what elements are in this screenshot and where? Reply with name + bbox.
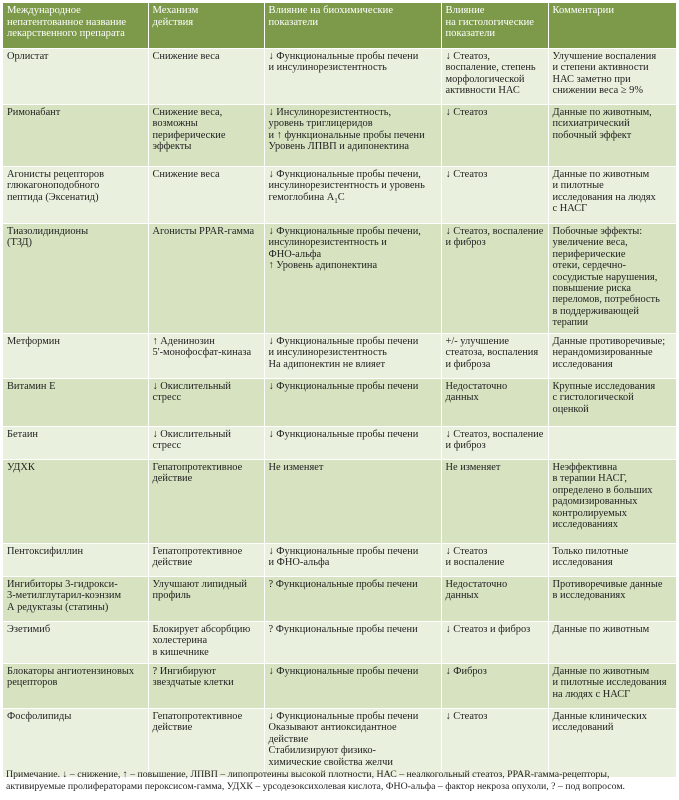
mechanism-cell — [148, 427, 264, 460]
cell-line: Ингибиторы 3-гидрокси- — [7, 579, 118, 590]
cell-line: ↓ Фиброз — [445, 666, 487, 677]
cell-line: Улучшение воспаления — [552, 51, 657, 62]
biochemical-effect-cell — [264, 622, 441, 664]
header-line: Влияние — [445, 5, 485, 16]
mechanism-cell — [148, 105, 264, 167]
comments-cell — [548, 577, 676, 622]
table-header-row — [3, 3, 676, 49]
mechanism-cell — [148, 167, 264, 224]
cell-line: ↓ Функциональные пробы печени — [268, 381, 419, 392]
cell-line: активности НАС — [445, 85, 520, 97]
cell-line: Оказывают антиоксидантное — [268, 722, 397, 734]
biochemical-effect-cell — [264, 224, 441, 334]
cell-line: в терапии НАСГ, — [552, 473, 627, 485]
cell-line: 3-метилглутарил-коэнзим — [7, 590, 122, 602]
biochemical-effect-cell — [264, 664, 441, 709]
table-row — [3, 334, 676, 379]
drug-name-cell — [3, 105, 148, 167]
cell-line: определено в больших — [552, 484, 653, 496]
mechanism-cell — [148, 664, 264, 709]
cell-line: отеки, сердечно- — [552, 260, 627, 272]
drug-comparison-table — [3, 3, 676, 777]
cell-line: данных — [445, 392, 479, 404]
cell-line: ↓ Стеатоз — [445, 546, 488, 557]
cell-line: глюкагоноподобного — [7, 180, 100, 192]
cell-line: ↓ Функциональные пробы печени — [268, 546, 419, 557]
cell-line: ↓ Стеатоз — [445, 169, 488, 180]
cell-line: и фиброза — [445, 358, 491, 370]
cell-line: периферические — [552, 248, 626, 260]
header-histological-effect — [441, 3, 548, 49]
cell-line: +/- улучшение — [445, 336, 509, 347]
comments-cell — [548, 224, 676, 334]
comments-cell — [548, 709, 676, 777]
cell-line: ↓ Стеатоз, — [445, 51, 491, 62]
cell-line: УДХК — [7, 462, 35, 473]
cell-line: контролируемых — [552, 507, 627, 519]
cell-line: Данные клинических — [552, 711, 647, 722]
histological-effect-cell — [441, 427, 548, 460]
cell-line: и пилотные — [552, 180, 604, 192]
cell-line: ↓ Стеатоз, воспаление — [445, 429, 544, 440]
cell-line: с гистологической — [552, 392, 634, 404]
cell-line: Бетаин — [7, 429, 38, 440]
cell-line: снижении веса ≥ 9% — [552, 85, 643, 97]
table-row — [3, 664, 676, 709]
cell-line: и ФНО-альфа — [268, 557, 330, 569]
biochemical-effect-cell — [264, 167, 441, 224]
cell-line: Данные по животным — [552, 666, 650, 677]
drug-name-cell — [3, 664, 148, 709]
cell-line: и фиброз — [445, 237, 486, 249]
drug-name-cell — [3, 379, 148, 427]
cell-line: Агонисты PPAR-гамма — [152, 226, 255, 237]
cell-line: исследованиях — [552, 519, 618, 531]
histological-effect-cell — [441, 577, 548, 622]
mechanism-cell — [148, 577, 264, 622]
cell-line: повышение риска — [552, 283, 631, 295]
histological-effect-cell — [441, 664, 548, 709]
cell-line: ↑ Уровень адипонектина — [268, 260, 378, 272]
cell-line: стеатоза, воспаления — [445, 347, 539, 359]
cell-line: инсулинорезистентность и уровень — [268, 180, 425, 192]
cell-line: НАС заметно при — [552, 73, 631, 85]
cell-line: гемоглобина $A_1C$ — [268, 191, 345, 205]
biochemical-effect-cell — [264, 460, 441, 544]
cell-line: ↓ Функциональные пробы печени, — [268, 226, 421, 237]
table-row — [3, 460, 676, 544]
header-line: лекарственного препарата — [7, 28, 125, 39]
header-mechanism — [148, 3, 264, 49]
cell-line: исследований — [552, 722, 614, 734]
header-line: Международное — [7, 5, 81, 16]
cell-line: холестерина — [152, 635, 208, 647]
histological-effect-cell — [441, 544, 548, 577]
cell-line: ФНО-альфа — [268, 248, 322, 260]
cell-line: ↓ Инсулинорезистентность, — [268, 107, 392, 118]
cell-line: Данные противоречивые; — [552, 336, 666, 347]
cell-line: морфологической — [445, 73, 525, 85]
table-row — [3, 167, 676, 224]
cell-line: ↓ Стеатоз, воспаление — [445, 226, 544, 237]
table-row — [3, 709, 676, 777]
cell-line: ↓ Окислительный — [152, 381, 231, 392]
header-drug-name — [3, 3, 148, 49]
cell-line: данных — [445, 590, 479, 602]
cell-line: действие — [152, 557, 193, 569]
cell-line: Блокирует абсорбцию — [152, 624, 251, 635]
biochemical-effect-cell — [264, 427, 441, 460]
mechanism-cell — [148, 49, 264, 105]
cell-line: с НАСГ — [552, 203, 588, 215]
cell-line: На адипонектин не влияет — [268, 358, 385, 370]
cell-line: ↓ Окислительный — [152, 429, 231, 440]
comments-cell — [548, 427, 676, 460]
comments-cell — [548, 460, 676, 544]
comments-cell — [548, 664, 676, 709]
comments-cell — [548, 379, 676, 427]
cell-line: исследования — [552, 358, 613, 370]
cell-line: Агонисты рецепторов — [7, 169, 104, 180]
cell-line: Снижение веса — [152, 169, 220, 180]
cell-line: Римонабант — [7, 107, 61, 118]
cell-line: Неэффективна — [552, 462, 618, 473]
histological-effect-cell — [441, 334, 548, 379]
cell-line: Гепатопротективное — [152, 711, 243, 722]
cell-line: Крупные исследования — [552, 381, 656, 392]
cell-line: ↑ Аденинозин — [152, 336, 215, 347]
cell-line: ↓ Функциональные пробы печени — [268, 51, 419, 62]
drug-name-cell — [3, 709, 148, 777]
biochemical-effect-cell — [264, 544, 441, 577]
cell-line: ↓ Функциональные пробы печени — [268, 666, 419, 677]
cell-line: эффекты — [152, 141, 192, 153]
cell-line: действие — [268, 733, 309, 745]
cell-line: Не изменяет — [445, 462, 501, 473]
cell-line: А редуктазы (статины) — [7, 601, 109, 613]
cell-line: Данные по животным — [552, 624, 650, 635]
header-line: действия — [152, 16, 194, 28]
cell-line: ↓ Стеатоз и фиброз — [445, 624, 531, 635]
cell-line: в кишечнике — [152, 646, 209, 658]
cell-line: в поддерживающей — [552, 305, 639, 317]
cell-line: Фосфолипиды — [7, 711, 72, 722]
cell-line: ↓ Функциональные пробы печени — [268, 429, 419, 440]
cell-line: терапии — [552, 317, 589, 329]
cell-line: Витамин Е — [7, 381, 56, 392]
mechanism-cell — [148, 622, 264, 664]
comments-cell — [548, 544, 676, 577]
histological-effect-cell — [441, 460, 548, 544]
mechanism-cell — [148, 460, 264, 544]
cell-line: и ↑ функциональные пробы печени — [268, 129, 425, 141]
header-line: на гистологические — [445, 16, 534, 28]
cell-line: Недостаточно — [445, 579, 508, 590]
cell-line: Улучшают липидный — [152, 579, 247, 590]
header-line: непатентованное название — [7, 16, 127, 28]
comments-cell — [548, 49, 676, 105]
cell-line: Не изменяет — [268, 462, 324, 473]
header-line: Комментарии — [552, 5, 615, 16]
cell-line: радомизированных — [552, 496, 638, 508]
footnote-line: активируемые пролифераторами пероксисом-гамма, УДХК – урсодезоксихолевая кислота, ФНО-альфа – фактор некроза опухоли, ? – под вопросом. — [6, 781, 626, 792]
table-row — [3, 105, 676, 167]
cell-line: исследования на людях — [552, 191, 656, 203]
drug-name-cell — [3, 49, 148, 105]
cell-line: Уровень ЛПВП и адипонектина — [268, 141, 410, 153]
cell-line: Противоречивые данные — [552, 579, 663, 590]
biochemical-effect-cell — [264, 334, 441, 379]
cell-line: рецепторов — [7, 677, 58, 689]
cell-line: ↓ Функциональные пробы печени, — [268, 169, 421, 180]
table-row — [3, 577, 676, 622]
histological-effect-cell — [441, 709, 548, 777]
cell-line: ↓ Функциональные пробы печени — [268, 336, 419, 347]
cell-line: оценкой — [552, 403, 589, 415]
cell-line: в исследованиях — [552, 590, 626, 602]
cell-line: Тиазолидиндионы — [7, 226, 89, 237]
comments-cell — [548, 334, 676, 379]
cell-line: Недостаточно — [445, 381, 508, 392]
header-line: Влияние на биохимические — [268, 5, 394, 16]
biochemical-effect-cell — [264, 49, 441, 105]
biochemical-effect-cell — [264, 577, 441, 622]
cell-line: (ТЗД) — [7, 237, 32, 249]
cell-line: Гепатопротективное — [152, 546, 243, 557]
cell-line: увеличение веса, — [552, 237, 628, 249]
biochemical-effect-cell — [264, 379, 441, 427]
cell-line: инсулинорезистентность и — [268, 237, 387, 249]
table-row — [3, 427, 676, 460]
biochemical-effect-cell — [264, 105, 441, 167]
drug-name-cell — [3, 544, 148, 577]
cell-line: и фиброз — [445, 440, 486, 452]
mechanism-cell — [148, 379, 264, 427]
mechanism-cell — [148, 224, 264, 334]
drug-name-cell — [3, 427, 148, 460]
cell-line: Пентоксифиллин — [7, 546, 84, 557]
footnote-line: Примечание. ↓ – снижение, ↑ – повышение, ЛПВП – липопротеины высокой плотности, НАС – неалкогольный стеатоз, PPAR-гамма-рецепторы, — [6, 769, 610, 780]
cell-line: ? Функциональные пробы печени — [268, 579, 418, 590]
cell-line: исследования — [552, 557, 613, 569]
table-row — [3, 379, 676, 427]
mechanism-cell — [148, 709, 264, 777]
cell-line: действие — [152, 722, 193, 734]
header-line: Механизм — [152, 5, 199, 16]
cell-line: ↓ Функциональные пробы печени — [268, 711, 419, 722]
table-footnote — [6, 769, 674, 793]
cell-line: стресс — [152, 392, 182, 404]
cell-line: сосудистые нарушения, — [552, 271, 658, 283]
drug-name-cell — [3, 577, 148, 622]
cell-line: пептида (Эксенатид) — [7, 191, 99, 203]
cell-line: ↓ Стеатоз — [445, 711, 488, 722]
cell-line: и инсулинорезистентность — [268, 347, 387, 359]
cell-line: периферические — [152, 129, 226, 141]
cell-line: профиль — [152, 590, 191, 602]
cell-line: 5'-монофосфат-киназа — [152, 347, 252, 359]
cell-line: ? Ингибируют — [152, 666, 216, 677]
cell-line: ↓ Стеатоз — [445, 107, 488, 118]
cell-line: стресс — [152, 440, 182, 452]
header-comments — [548, 3, 676, 49]
cell-line: Орлистат — [7, 51, 49, 62]
cell-line: и пилотные исследования — [552, 677, 667, 689]
mechanism-cell — [148, 334, 264, 379]
cell-line: Снижение веса, — [152, 107, 223, 118]
cell-line: Побочные эффекты: — [552, 226, 643, 237]
cell-line: звездчатые клетки — [152, 677, 234, 689]
header-biochemical-effect — [264, 3, 441, 49]
header-line: показатели — [268, 16, 319, 28]
cell-line: Снижение веса — [152, 51, 220, 62]
comments-cell — [548, 167, 676, 224]
cell-line: на людях с НАСГ — [552, 688, 631, 700]
cell-line: действие — [152, 473, 193, 485]
header-line: показатели — [445, 28, 496, 39]
histological-effect-cell — [441, 224, 548, 334]
histological-effect-cell — [441, 105, 548, 167]
drug-name-cell — [3, 167, 148, 224]
drug-name-cell — [3, 224, 148, 334]
table-row — [3, 224, 676, 334]
cell-line: и воспаление — [445, 557, 505, 569]
cell-line: химические свойства желчи — [268, 756, 393, 768]
cell-line: ? Функциональные пробы печени — [268, 624, 418, 635]
drug-name-cell — [3, 622, 148, 664]
cell-line: Эзетимиб — [7, 624, 51, 635]
cell-line: и инсулинорезистентность — [268, 62, 387, 74]
cell-line: возможны — [152, 118, 198, 130]
cell-line: нерандомизированные — [552, 347, 653, 359]
cell-line: Только пилотные — [552, 546, 629, 557]
cell-line: побочный эффект — [552, 129, 632, 141]
table-row — [3, 544, 676, 577]
cell-line: воспаление, степень — [445, 62, 536, 74]
drug-name-cell — [3, 334, 148, 379]
cell-line: Данные по животным, — [552, 107, 652, 118]
comments-cell — [548, 622, 676, 664]
biochemical-effect-cell — [264, 709, 441, 777]
cell-line: Стабилизируют физико- — [268, 745, 376, 757]
table-body — [3, 49, 676, 777]
cell-line: Гепатопротективное — [152, 462, 243, 473]
cell-line: переломов, потребность — [552, 294, 660, 306]
histological-effect-cell — [441, 622, 548, 664]
comments-cell — [548, 105, 676, 167]
cell-line: Данные по животным — [552, 169, 650, 180]
cell-line: и степени активности — [552, 62, 649, 74]
histological-effect-cell — [441, 379, 548, 427]
cell-line: Блокаторы ангиотензиновых — [7, 666, 135, 677]
histological-effect-cell — [441, 49, 548, 105]
table-row — [3, 49, 676, 105]
cell-line: уровень триглицеридов — [268, 118, 373, 130]
table-row — [3, 622, 676, 664]
mechanism-cell — [148, 544, 264, 577]
drug-name-cell — [3, 460, 148, 544]
cell-line: Метформин — [7, 336, 60, 347]
histological-effect-cell — [441, 167, 548, 224]
cell-line: психиатрический — [552, 118, 630, 130]
